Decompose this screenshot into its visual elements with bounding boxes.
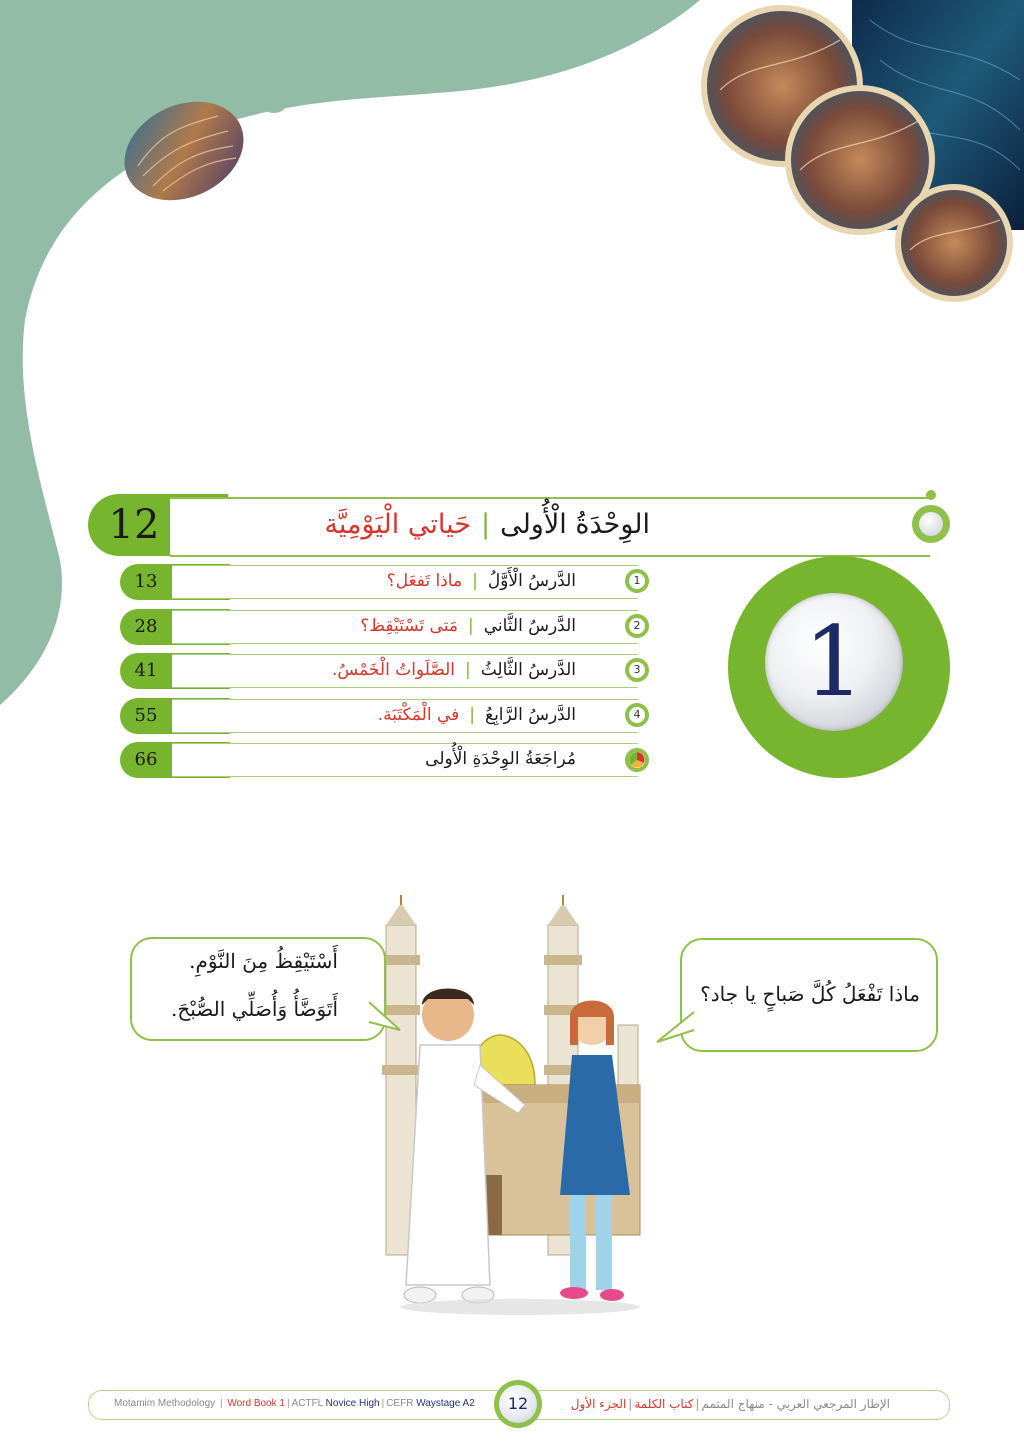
lesson-2-badge (625, 614, 649, 638)
lesson-1-page: 13 (134, 571, 158, 592)
footer-actfl: ACTFL (291, 1398, 323, 1409)
lesson-3-badge-number: 3 (629, 662, 645, 678)
lesson-2-row[interactable] (180, 609, 576, 643)
unit-title-label: الوِحْدَةُ الْأُولى (500, 509, 650, 540)
lesson-4-title: في الْمَكْتَبَة. (377, 705, 460, 725)
footer-waystage: Waystage A2 (416, 1398, 475, 1409)
lesson-3-row[interactable] (180, 653, 576, 687)
footer-methodology: Motamim Methodology (114, 1398, 216, 1409)
footer-sep-1: | (219, 1398, 223, 1409)
calligraphy-circles-image (700, 0, 1024, 305)
lesson-1-separator: | (472, 571, 478, 591)
lesson-3-badge (625, 658, 649, 682)
lesson-3-title: الصَّلَواتُ الْخَمْسُ. (332, 660, 455, 680)
lesson-1-row[interactable] (180, 564, 576, 598)
review-label: مُراجَعَةُ الوِحْدَةِ الْأُولى (425, 749, 576, 769)
footer-sep-3: | (381, 1398, 385, 1409)
calligraphy-ellipse-image (118, 96, 250, 206)
footer-book: كتاب الكلمة (634, 1397, 694, 1411)
footer-sep-4: | (695, 1397, 700, 1411)
unit-title-separator: | (480, 509, 491, 540)
unit-number: 1 (803, 606, 865, 718)
unit-header-end-ring-inner (919, 512, 943, 536)
lesson-4-label: الدَّرسُ الرَّابِعُ (485, 705, 576, 725)
lesson-2-separator: | (467, 616, 474, 636)
boy-line-1: أَسْتَيْقِظُ مِنَ النَّوْمِ. (189, 949, 338, 973)
lesson-1-badge-number: 1 (629, 573, 645, 589)
footer-word-book: Word Book 1 (227, 1398, 285, 1409)
footer-framework: الإطار المرجعي العربي - منهاج المتمم (701, 1397, 890, 1411)
lesson-2-badge-number: 2 (629, 618, 645, 634)
lesson-4-row[interactable] (180, 698, 576, 732)
review-icon (625, 748, 649, 772)
girl-speech-bubble (680, 938, 938, 1052)
mosque-children-illustration (360, 895, 670, 1320)
footer-cefr: CEFR (386, 1398, 414, 1409)
lesson-4-badge (625, 703, 649, 727)
lesson-1-title: ماذا تَفعَل؟ (386, 571, 463, 591)
page-number: 12 (499, 1385, 537, 1423)
lesson-4-badge-number: 4 (629, 707, 645, 723)
lesson-1-badge (625, 569, 649, 593)
unit-title[interactable] (180, 497, 650, 553)
lesson-2-label: الدَّرسُ الثَّاني (483, 616, 576, 636)
unit-header-end-dot (926, 490, 936, 500)
boy-bubble-tail (368, 1000, 404, 1032)
review-row[interactable] (180, 742, 576, 776)
review-page: 66 (134, 749, 158, 770)
boy-speech-bubble (130, 937, 386, 1041)
footer-sep-2: | (286, 1398, 290, 1409)
footer-left-credits (114, 1390, 475, 1418)
lesson-3-label: الدَّرسُ الثَّالِثُ (480, 660, 576, 680)
girl-line: ماذا تَفْعَلُ كُلَّ صَباحٍ يا جاد؟ (700, 982, 920, 1006)
girl-bubble-tail (655, 1010, 695, 1044)
lesson-2-title: مَتى تَسْتَيْقِظ؟ (360, 616, 458, 636)
footer-part: الجزء الأول (570, 1397, 627, 1411)
lesson-4-separator: | (469, 705, 476, 725)
boy-line-2: أَتَوَضَّأُ وَأُصَلِّي الصُّبْحَ. (170, 997, 338, 1021)
lesson-4-page: 55 (134, 705, 158, 726)
unit-page-number: 12 (108, 502, 160, 548)
footer-right-credits (560, 1390, 890, 1418)
lesson-3-page: 41 (134, 660, 158, 681)
footer-sep-5: | (628, 1397, 633, 1411)
lesson-1-label: الدَّرسُ الْأَوَّلُ (487, 571, 576, 591)
footer-novice: Novice High (325, 1398, 380, 1409)
unit-title-subtitle: حَياتي الْيَوْمِيَّة (324, 509, 471, 540)
decorative-dot (260, 89, 288, 113)
lesson-2-page: 28 (134, 616, 158, 637)
lesson-3-separator: | (464, 660, 471, 680)
